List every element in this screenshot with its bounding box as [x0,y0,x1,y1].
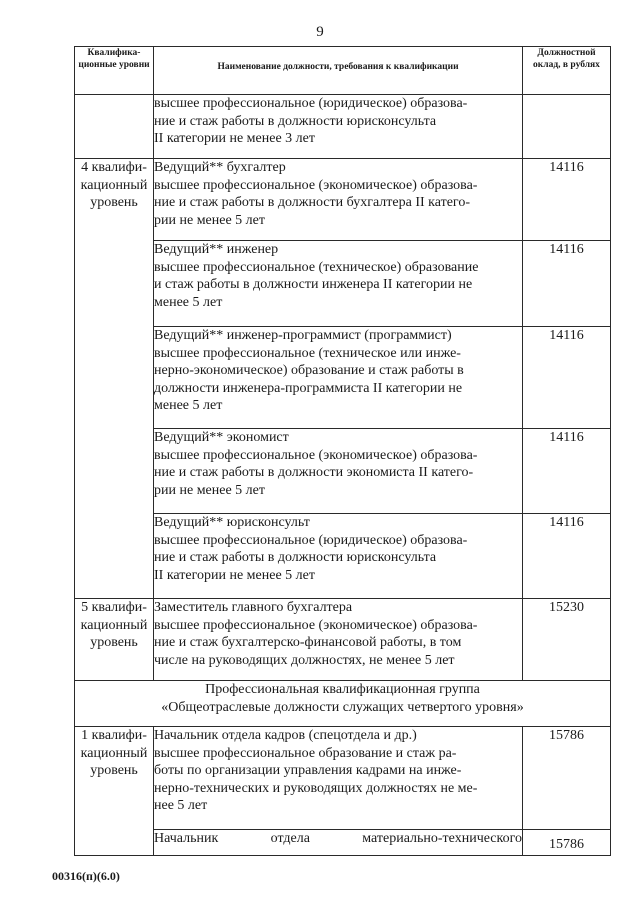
position-title: Ведущий** бухгалтер [154,160,286,175]
group-heading [75,681,611,727]
table-header-row [75,47,611,95]
qualification-table [74,46,611,856]
requirements-text: высшее профессиональное (техническое) образование и стаж работы в должности инженера II категории не менее 5 лет [154,259,479,310]
salary-cell [523,95,611,159]
requirements-text: высшее профессиональное (техническое или инже- нерно-экономическое) образование и стаж работы в должности инженера-программиста II категории не менее 5 лет [154,345,464,413]
table-row [75,327,611,429]
table-row [75,514,611,599]
position-title: Ведущий** инженер-программист (программист) [154,328,452,343]
level-cell: 5 квалифи- кационный уровень [75,599,154,681]
salary-cell: 14116 [523,429,611,514]
position-cell [154,429,523,514]
position-cell [154,241,523,327]
table-row [75,429,611,514]
position-cell [154,159,523,241]
position-cell [154,327,523,429]
level-cell: 4 квалифи- кационный уровень [75,159,154,599]
requirements-text: высшее профессиональное образование и стаж ра- боты по организации управления кадрами на инже- нерно-технических и руководящих должностях не ме- нее 5 лет [154,745,478,813]
position-title: Ведущий** экономист [154,430,289,445]
document-code: 00316(п)(6.0) [52,869,120,883]
position-title: Начальник отдела кадров (спецотдела и др.) [154,728,417,743]
position-title: Ведущий** инженер [154,242,279,257]
position-cell [154,514,523,599]
table-row [75,159,611,241]
header-position: Наименование должности, требования к квалификации [154,47,523,95]
salary-cell: 14116 [523,327,611,429]
table-row [75,727,611,830]
group-heading-line1: Профессиональная квалификационная группа [205,682,480,697]
salary-cell: 14116 [523,514,611,599]
position-title: Ведущий** юрисконсульт [154,515,310,530]
position-cell [154,727,523,830]
position-cell [154,599,523,681]
page-number: 9 [316,24,324,40]
group-heading-row [75,681,611,727]
header-level: Квалифика- ционные уровни [75,47,154,95]
requirements-text: высшее профессиональное (юридическое) образова- ние и стаж работы в должности юрисконсульта II категории не менее 5 лет [154,532,468,583]
salary-cell: 15230 [523,599,611,681]
group-heading-line2: «Общеотраслевые должности служащих четвертого уровня» [161,699,524,715]
salary-cell: 14116 [523,159,611,241]
salary-cell: 15786 [523,727,611,830]
table-row [75,599,611,681]
header-salary: Должностной оклад, в рублях [523,47,611,95]
salary-cell: 14116 [523,241,611,327]
level-cell [75,95,154,159]
salary-cell: 15786 [523,830,611,856]
table-row [75,830,611,856]
requirements-text: высшее профессиональное (юридическое) образова- ние и стаж работы в должности юрисконсульта II категории не менее 3 лет [154,96,468,146]
position-cell [154,95,523,159]
table-row [75,241,611,327]
requirements-text: высшее профессиональное (экономическое) образова- ние и стаж бухгалтерско-финансовой работы, в том числе на руководящих должностях, не менее 5 лет [154,617,478,668]
requirements-text: высшее профессиональное (экономическое) образова- ние и стаж работы в должности экономиста II катего- рии не менее 5 лет [154,447,478,498]
level-cell: 1 квалифи- кационный уровень [75,727,154,856]
table-row [75,95,611,159]
position-title: Заместитель главного бухгалтера [154,600,353,615]
position-title: Начальник отдела материально-технического [154,831,522,846]
position-cell [154,830,523,856]
requirements-text: высшее профессиональное (экономическое) образова- ние и стаж работы в должности бухгалтера II катего- рии не менее 5 лет [154,177,478,228]
